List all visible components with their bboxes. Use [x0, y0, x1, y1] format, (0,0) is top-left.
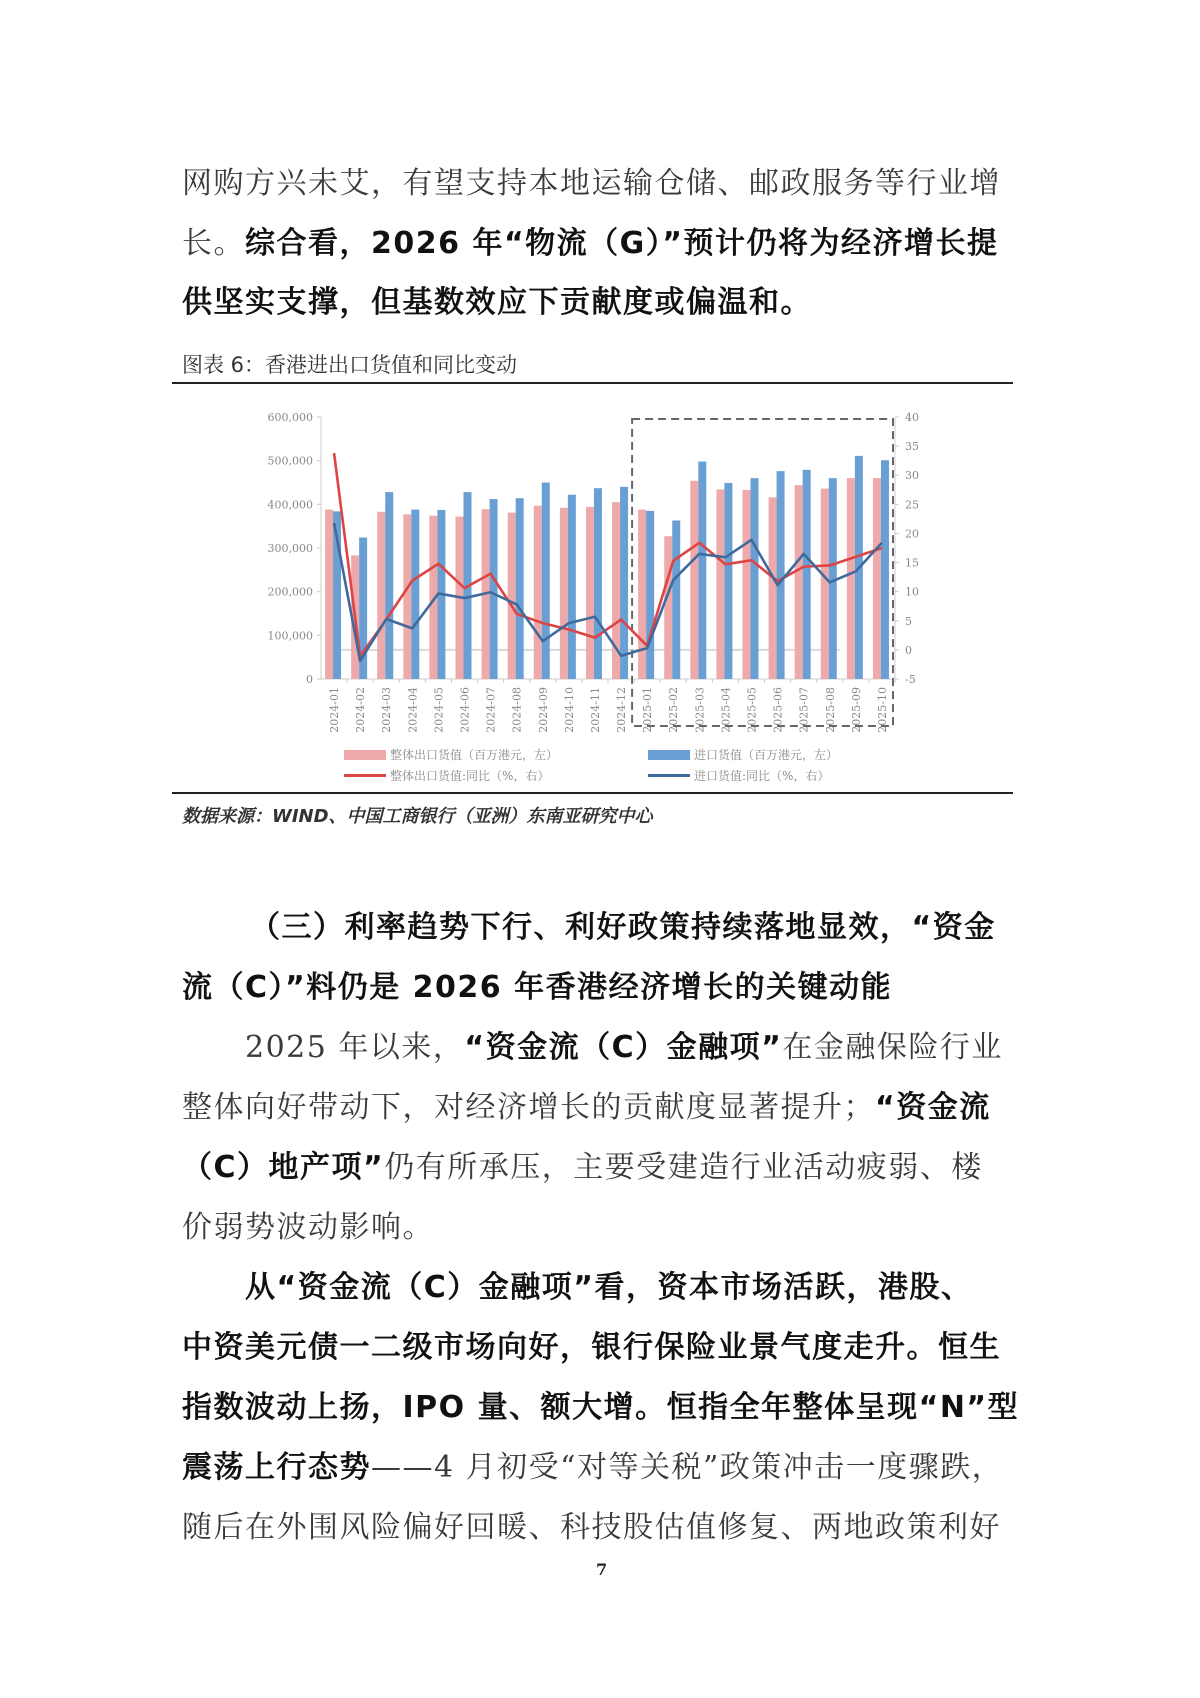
text-segment: 价弱势波动影响。 [182, 1210, 434, 1245]
export-bar [638, 510, 646, 679]
import-bar [542, 483, 550, 680]
import-bar [803, 470, 811, 679]
import-bar [385, 492, 393, 679]
body-line [245, 1030, 1085, 1066]
import-bar [620, 487, 628, 679]
text-segment-bold: 综合看，2026 年“物流（G）”预计仍将为经济增长提 [245, 226, 999, 261]
x-tick-label: 2025-02 [667, 687, 681, 733]
x-tick-label: 2025-01 [641, 687, 655, 733]
text-segment: 仍有所承压，主要受建造行业活动疲弱、楼 [384, 1150, 983, 1185]
legend-label: 进口货值（百万港元，左） [694, 748, 839, 762]
x-tick-label: 2025-04 [719, 687, 733, 733]
x-tick-label: 2024-11 [588, 687, 602, 733]
trade-chart [0, 0, 1200, 800]
export-bar [795, 485, 803, 679]
export-bar [873, 478, 881, 679]
body-line [182, 1330, 1022, 1366]
x-tick-label: 2024-04 [406, 687, 420, 733]
x-tick-label: 2025-08 [823, 687, 837, 733]
x-tick-label: 2024-06 [458, 687, 472, 733]
figure-source: 数据来源：WIND、中国工商银行（亚洲）东南亚研究中心 [182, 806, 653, 827]
x-tick-label: 2024-10 [562, 687, 576, 733]
right-tick-label: 10 [905, 585, 919, 599]
body-line [182, 1150, 1022, 1186]
body-line [182, 1510, 1022, 1546]
text-segment: ——4 月初受“对等关税”政策冲击一度骤跌， [371, 1450, 1004, 1485]
text-segment-bold: 震荡上行态势 [182, 1450, 371, 1485]
right-tick-label: 35 [905, 440, 919, 454]
import-bar [490, 499, 498, 679]
text-segment-bold: 从“资金流（C）金融项”看，资本市场活跃，港股、 [245, 1270, 973, 1305]
export-bar [403, 514, 411, 679]
right-tick-label: 15 [905, 556, 919, 570]
x-tick-label: 2025-10 [875, 687, 889, 733]
legend-swatch-import-bar [648, 750, 690, 760]
right-tick-label: 5 [905, 614, 912, 628]
export-bar [847, 478, 855, 679]
x-tick-label: 2025-06 [771, 687, 785, 733]
export-bar [769, 497, 777, 679]
right-tick-label: -5 [905, 673, 916, 686]
body-line [182, 1390, 1022, 1426]
export-bar [325, 510, 333, 679]
import-bar [568, 495, 576, 679]
x-tick-label: 2024-09 [536, 687, 550, 733]
x-tick-label: 2024-01 [328, 687, 342, 733]
legend-swatch-export-line [344, 774, 386, 777]
text-segment-bold: （C）地产项” [182, 1150, 385, 1185]
right-tick-label: 40 [905, 411, 919, 424]
x-tick-label: 2025-09 [849, 687, 863, 733]
left-tick-label: 200,000 [267, 585, 313, 599]
text-segment: 网购方兴未艾，有望支持本地运输仓储、邮政服务等行业增 [182, 166, 1001, 201]
x-tick-label: 2025-07 [797, 687, 811, 733]
figure-title: 图表 6：香港进出口货值和同比变动 [182, 353, 518, 377]
text-segment-bold: “资金流（C）金融项” [464, 1030, 783, 1065]
x-tick-label: 2025-05 [745, 687, 759, 733]
export-bar [743, 490, 751, 679]
export-bar [716, 489, 724, 679]
left-tick-label: 600,000 [267, 411, 313, 424]
left-tick-label: 500,000 [267, 454, 313, 468]
import-bar [672, 520, 680, 679]
export-bar [377, 512, 385, 679]
section-heading-line-2: 流（C）”料仍是 2026 年香港经济增长的关键动能 [182, 970, 893, 1005]
export-bar [821, 489, 829, 679]
section-heading-line-1: （三）利率趋势下行、利好政策持续落地显效，“资金 [250, 910, 996, 945]
body-line [245, 1270, 1085, 1306]
import-bar [881, 460, 889, 679]
legend-swatch-export-bar [344, 750, 386, 760]
export-bar [508, 513, 516, 679]
import-bar [594, 488, 602, 679]
right-tick-label: 0 [905, 643, 912, 657]
left-tick-label: 400,000 [267, 498, 313, 512]
text-segment-bold: 指数波动上扬，IPO 量、额大增。恒指全年整体呈现“N”型 [182, 1390, 1020, 1425]
legend-label: 整体出口货值（百万港元，左） [390, 748, 559, 762]
x-tick-label: 2024-12 [615, 687, 629, 733]
export-bar [664, 536, 672, 679]
x-tick-label: 2024-02 [354, 687, 368, 733]
text-segment-bold: 中资美元债一二级市场向好，银行保险业景气度走升。恒生 [182, 1330, 1001, 1365]
left-tick-label: 300,000 [267, 542, 313, 555]
export-bar [690, 481, 698, 679]
import-bar [777, 471, 785, 679]
export-bar [586, 507, 594, 679]
export-bar [560, 508, 568, 679]
import-bar [411, 510, 419, 679]
legend-import-line [648, 767, 829, 784]
import-bar [698, 462, 706, 679]
x-tick-label: 2024-08 [510, 687, 524, 733]
legend-label: 进口货值:同比（%，右） [694, 769, 830, 783]
body-line [182, 1090, 1022, 1126]
text-segment-bold: 供坚实支撑，但基数效应下贡献度或偏温和。 [182, 285, 812, 320]
left-tick-label: 0 [306, 673, 313, 686]
legend-swatch-import-line [648, 774, 690, 777]
export-bar [534, 506, 542, 679]
import-bar [724, 483, 732, 679]
x-tick-label: 2024-03 [380, 687, 394, 733]
text-segment-bold: “资金流 [875, 1090, 991, 1125]
page-number: 7 [596, 1560, 608, 1579]
text-segment: 整体向好带动下，对经济增长的贡献度显著提升； [182, 1090, 875, 1125]
import-bar [516, 498, 524, 679]
legend-import-bar [648, 746, 838, 763]
import-bar [751, 478, 759, 679]
right-tick-label: 20 [905, 527, 919, 541]
right-tick-label: 25 [905, 498, 919, 512]
text-segment: 长。 [182, 226, 245, 261]
right-tick-label: 30 [905, 469, 919, 483]
import-bar [646, 511, 654, 679]
x-tick-label: 2024-07 [484, 687, 498, 733]
body-line [182, 1450, 1022, 1486]
legend-export-bar [344, 746, 558, 763]
text-segment: 2025 年以来， [245, 1030, 465, 1065]
text-segment: 随后在外围风险偏好回暖、科技股估值修复、两地政策利好 [182, 1510, 1001, 1545]
legend-export-line [344, 767, 549, 784]
text-segment: 在金融保险行业 [782, 1030, 1003, 1065]
x-tick-label: 2024-05 [432, 687, 446, 733]
body-line [182, 1210, 1022, 1246]
x-tick-label: 2025-03 [693, 687, 707, 733]
left-tick-label: 100,000 [267, 629, 313, 643]
legend-label: 整体出口货值:同比（%，右） [390, 769, 550, 783]
